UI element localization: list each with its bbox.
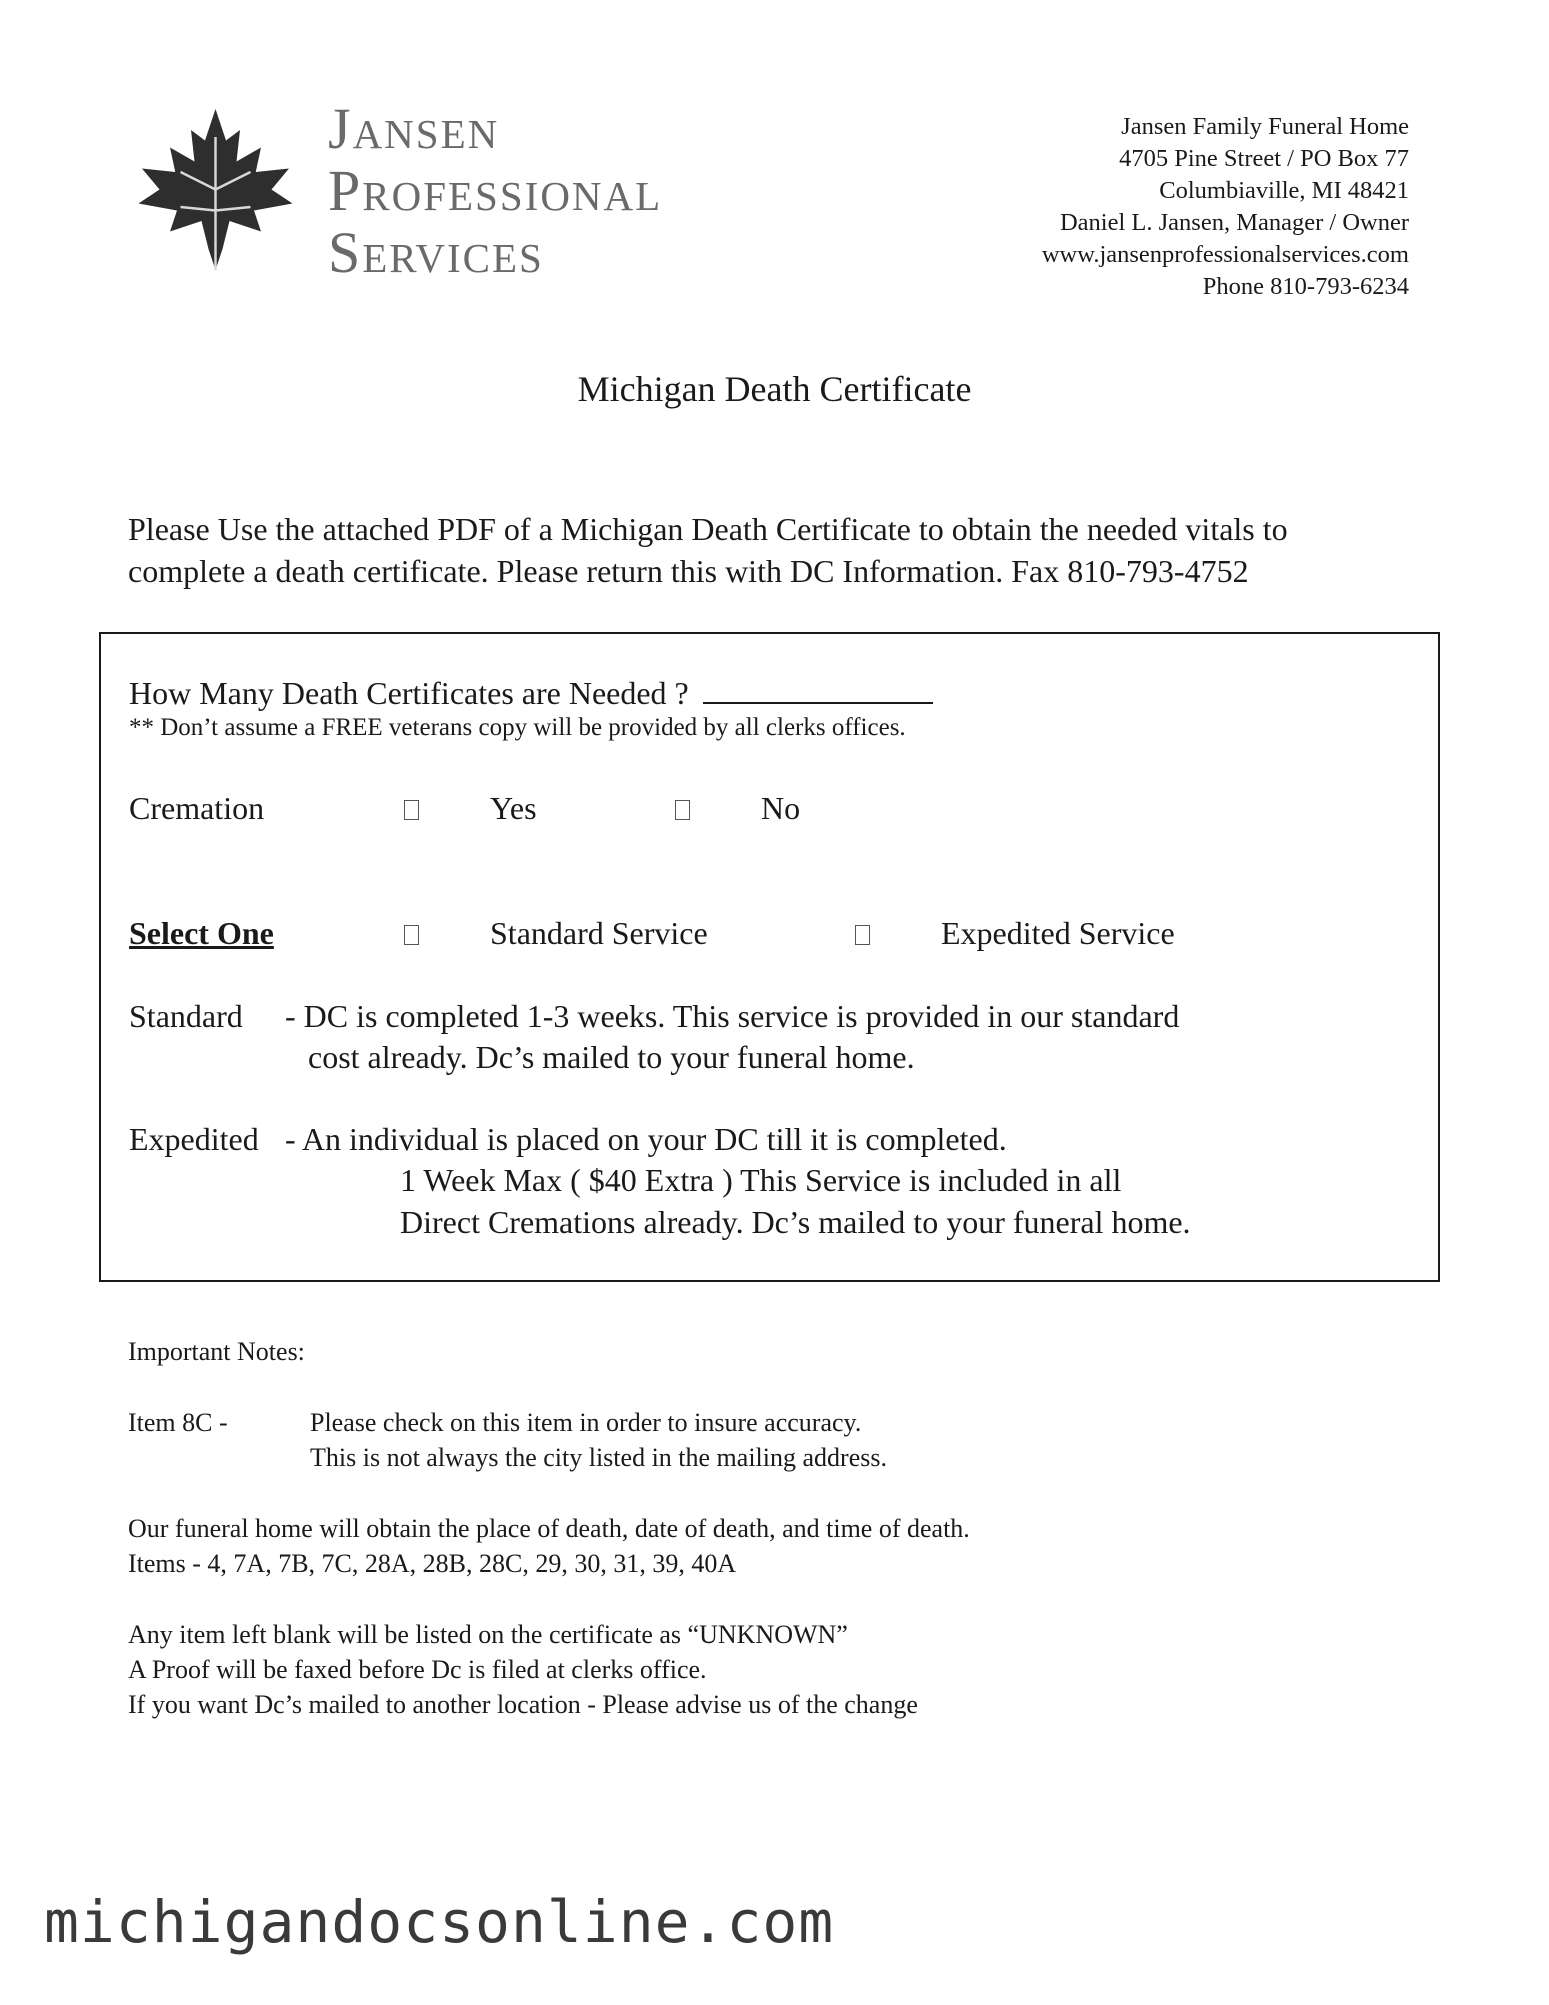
cremation-label: Cremation: [129, 790, 265, 826]
logo-line-3: Services: [328, 220, 544, 285]
standard-heading: Standard: [129, 998, 243, 1034]
expedited-desc-line-2: 1 Week Max ( $40 Extra ) This Service is included in all: [400, 1162, 1122, 1198]
expedited-service-checkbox[interactable]: [855, 925, 870, 945]
item-8c-line-2: This is not always the city listed in the mailing address.: [310, 1443, 887, 1472]
city-state-zip: Columbiaville, MI 48421: [1159, 177, 1409, 204]
company-logo: [128, 98, 768, 283]
expedited-desc-line-1: - An individual is placed on your DC till it is completed.: [285, 1121, 1007, 1157]
cremation-yes-label: Yes: [490, 790, 537, 826]
address-block: [1042, 111, 1409, 303]
manager-name: Daniel L. Jansen, Manager / Owner: [1059, 209, 1409, 236]
cremation-no-label: No: [761, 790, 801, 826]
funeral-home-name: Jansen Family Funeral Home: [1121, 113, 1409, 140]
expedited-desc-line-3: Direct Cremations already. Dc’s mailed to your funeral home.: [400, 1204, 1191, 1240]
cremation-no-checkbox[interactable]: [675, 800, 690, 820]
proof-note: A Proof will be faxed before Dc is filed at clerks office.: [128, 1655, 707, 1684]
page-title: Michigan Death Certificate: [577, 369, 972, 409]
count-question-label: How Many Death Certificates are Needed ?: [129, 675, 689, 711]
count-input[interactable]: [703, 672, 933, 704]
expedited-heading: Expedited: [129, 1121, 259, 1157]
count-question-row: [129, 672, 933, 712]
mail-note: If you want Dc’s mailed to another location - Please advise us of the change: [128, 1690, 918, 1719]
logo-line-2: Professional: [328, 158, 663, 223]
street-address: 4705 Pine Street / PO Box 77: [1119, 145, 1409, 172]
standard-service-label: Standard Service: [490, 915, 708, 951]
obtain-line-1: Our funeral home will obtain the place of death, date of death, and time of death.: [128, 1514, 970, 1543]
blank-item-note: Any item left blank will be listed on the certificate as “UNKNOWN”: [128, 1620, 848, 1649]
select-one-label: Select One: [129, 915, 274, 951]
standard-desc-line-1: - DC is completed 1-3 weeks. This service is provided in our standard: [285, 998, 1180, 1034]
item-8c-line-1: Please check on this item in order to insure accuracy.: [310, 1408, 862, 1437]
veterans-note: ** Don’t assume a FREE veterans copy will be provided by all clerks offices.: [129, 714, 906, 741]
logo-wordmark: [328, 98, 662, 284]
logo-line-1: Jansen: [328, 96, 500, 161]
form-box: [99, 632, 1440, 1282]
item-8c-label: Item 8C -: [128, 1408, 228, 1437]
notes-heading: Important Notes:: [128, 1337, 305, 1366]
expedited-service-label: Expedited Service: [941, 915, 1175, 951]
intro-line-2: complete a death certificate. Please return this with DC Information. Fax 810-793-4752: [128, 553, 1249, 589]
watermark-text: michigandocsonline.com: [44, 1888, 835, 1956]
maple-leaf-icon: [128, 102, 303, 277]
standard-service-checkbox[interactable]: [404, 925, 419, 945]
intro-line-1: Please Use the attached PDF of a Michigan Death Certificate to obtain the needed vitals to: [128, 511, 1288, 547]
intro-paragraph: [128, 508, 1428, 592]
standard-desc-line-2: cost already. Dc’s mailed to your funeral home.: [308, 1039, 915, 1075]
website-link[interactable]: www.jansenprofessionalservices.com: [1041, 241, 1409, 268]
cremation-yes-checkbox[interactable]: [404, 800, 419, 820]
obtain-line-2: Items - 4, 7A, 7B, 7C, 28A, 28B, 28C, 29, 30, 31, 39, 40A: [128, 1549, 737, 1578]
phone-number: Phone 810-793-6234: [1202, 273, 1409, 300]
